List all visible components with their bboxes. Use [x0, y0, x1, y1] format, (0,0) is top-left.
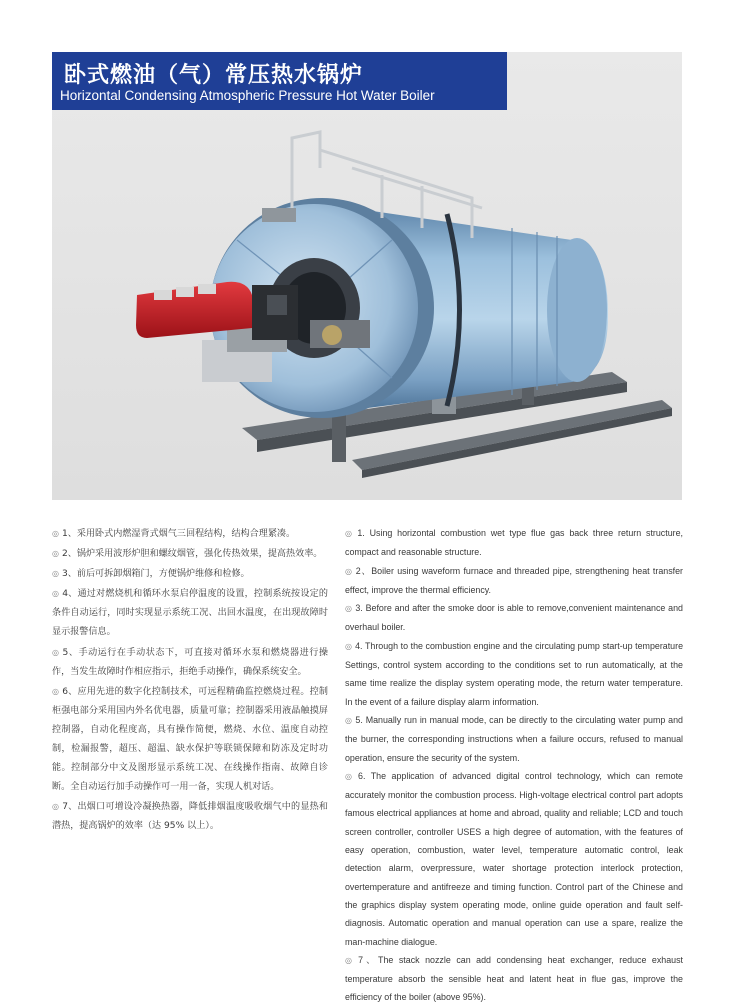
- feature-item-cn: ◎ 7、出烟口可增设冷凝换热器，降低排烟温度吸收烟气中的显热和潜热，提高锅炉的效率（达 95% 以上）。: [52, 802, 328, 832]
- bullet-icon: ◎: [345, 641, 353, 651]
- feature-item-cn: ◎ 5、手动运行在手动状态下，可直接对循环水泵和燃烧器进行操作，当发生故障时作相应指示，拒绝手动操作，确保系统安全。: [52, 647, 328, 677]
- bullet-icon: ◎: [345, 715, 353, 725]
- bullet-icon: ◎: [345, 529, 355, 538]
- bullet-icon: ◎: [52, 549, 59, 559]
- feature-item-en: ◎ 3. Before and after the smoke door is able to remove,convenient maintenance and overhaul boiler.: [345, 603, 683, 633]
- bullet-icon: ◎: [345, 771, 356, 781]
- feature-item-en: ◎ 4. Through to the combustion engine and the circulating pump start-up temperature Settings, control system according to the conditions set to run automatically, at the same time realize the display system operating mode, the return water temperature. In the event of a failure display alarm information.: [345, 640, 684, 707]
- features-list-cn: [52, 524, 328, 837]
- feature-item-cn: ◎ 6、应用先进的数字化控制技术，可远程精确监控燃烧过程。控制柜强电部分采用国内外名优电器，质量可靠；控制器采用液晶触摸屏控制器，自动化程度高，具有操作简便，燃烧、水位、温度自动控制，检漏报警，超压、超温、缺水保护等联锁保障和防冻及定时功能。控制部分中文及图形显示系统工况、在线操作指南、故障自诊断。全自动运行加手动操作可一用一备，实现人机对话。: [52, 686, 328, 793]
- feature-item-en: ◎ 6. The application of advanced digital control technology, which can remote accurately monitor the combustion process. High-voltage electrical control part adopts famous electrical appliances at home and abroad, quality and reliable; LCD and touch screen controller, controller USES a high degree of automation, with the features of easy operation, combustion, water level, temperature automatic control, leak detection alarm, overpressure, water shortage protection interlock protection, overtemperature and antifreeze and timing function. Control part of the Chinese and the graphics display system operating mode, online guide operation and fault self-diagnosis. Automatic operation and manual operation can use a spare, realize the man-machine dialogue.: [345, 770, 683, 947]
- feature-item-en: ◎ 7、The stack nozzle can add condensing heat exchanger, reduce exhaust temperature absorb the sensible heat and latent heat in flue gas, improve the efficiency of the boiler (above 95%).: [345, 954, 684, 1003]
- bullet-icon: ◎: [345, 955, 356, 965]
- page-title-cn: 卧式燃油（气）常压热水锅炉: [64, 63, 364, 88]
- bullet-icon: ◎: [52, 647, 60, 657]
- bullet-icon: ◎: [52, 569, 59, 579]
- bullet-icon: ◎: [345, 566, 353, 576]
- boiler-illustration: [52, 110, 682, 500]
- feature-item-en: ◎ 1. Using horizontal combustion wet type flue gas back three return structure, compact and reasonable structure.: [345, 528, 684, 558]
- title-banner: [52, 52, 507, 110]
- feature-item-cn: ◎ 1、采用卧式内燃湿背式烟气三回程结构，结构合理紧凑。: [52, 529, 296, 539]
- bullet-icon: ◎: [52, 589, 60, 599]
- bullet-icon: ◎: [345, 604, 353, 614]
- feature-item-cn: ◎ 3、前后可拆卸烟箱门，方便锅炉维修和检修。: [52, 569, 250, 580]
- bullet-icon: ◎: [52, 686, 60, 696]
- bullet-icon: ◎: [52, 802, 60, 812]
- page-title-en: Horizontal Condensing Atmospheric Pressure Hot Water Boiler: [60, 88, 435, 103]
- bullet-icon: ◎: [52, 529, 59, 538]
- feature-item-cn: ◎ 2、锅炉采用波形炉胆和螺纹烟管，强化传热效果，提高热效率。: [52, 549, 323, 560]
- feature-item-en: ◎ 5. Manually run in manual mode, can be directly to the circulating water pump and the burner, the corresponding instructions when a failure occurs, refused to manual operation, ensure the security of the system.: [345, 714, 683, 763]
- feature-item-en: ◎ 2、Boiler using waveform furnace and threaded pipe, strengthening heat transfer effect, improve the thermal efficiency.: [345, 565, 683, 595]
- feature-item-cn: ◎ 4、通过对燃烧机和循环水泵启停温度的设置，控制系统按设定的条件自动运行，同时实现显示系统工况、出回水温度，在出现故障时显示报警信息。: [52, 589, 328, 638]
- features-list-en: [345, 524, 683, 1007]
